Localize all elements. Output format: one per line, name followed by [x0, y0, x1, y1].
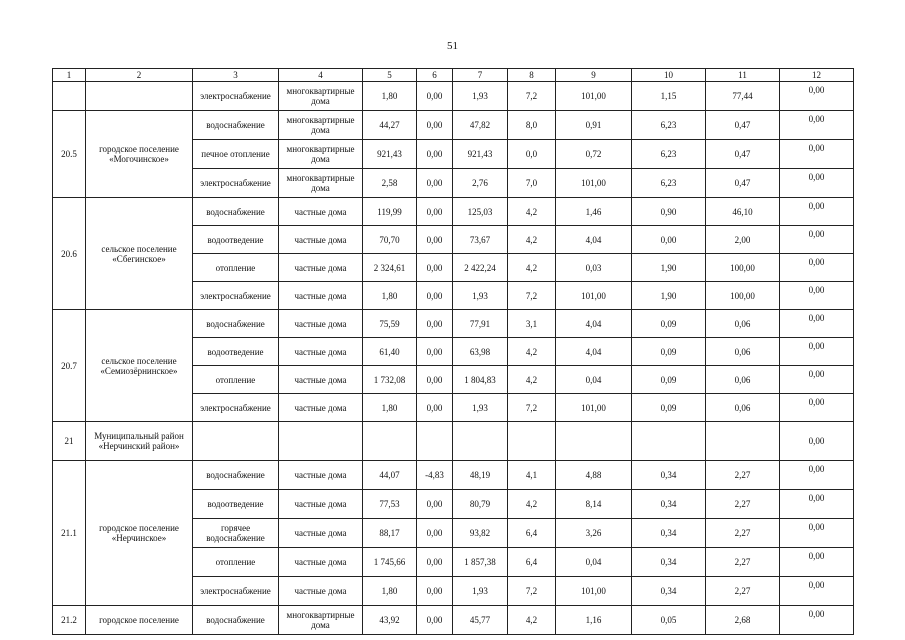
header-cell: 7 — [453, 69, 508, 82]
value-cell: 0,00 — [417, 140, 453, 169]
value-cell: 2,27 — [706, 490, 780, 519]
utility-type: водоотведение — [193, 226, 279, 254]
utility-type — [193, 422, 279, 461]
utility-type: электроснабжение — [193, 82, 279, 111]
table-row — [53, 111, 854, 140]
table-row — [53, 310, 854, 338]
utility-type: печное отопление — [193, 140, 279, 169]
value-cell: 0,00 — [417, 254, 453, 282]
tariff-table — [52, 68, 854, 635]
housing-type: частные дома — [279, 490, 363, 519]
value-cell: 77,53 — [363, 490, 417, 519]
header-cell: 11 — [706, 69, 780, 82]
housing-type — [279, 422, 363, 461]
table-row — [53, 82, 854, 111]
value-cell: 0,0 — [508, 140, 556, 169]
value-cell: 4,2 — [508, 198, 556, 226]
value-cell: 1,93 — [453, 282, 508, 310]
utility-type: водоснабжение — [193, 111, 279, 140]
value-cell — [417, 422, 453, 461]
value-cell — [706, 422, 780, 461]
value-cell: 0,00 — [780, 519, 854, 548]
value-cell: 0,00 — [417, 366, 453, 394]
value-cell: 0,00 — [780, 310, 854, 338]
value-cell: 4,2 — [508, 254, 556, 282]
value-cell: 0,06 — [706, 394, 780, 422]
value-cell: 7,2 — [508, 394, 556, 422]
housing-type: частные дома — [279, 338, 363, 366]
value-cell: 0,00 — [417, 577, 453, 606]
value-cell: 0,06 — [706, 338, 780, 366]
value-cell: 119,99 — [363, 198, 417, 226]
value-cell: 0,34 — [632, 461, 706, 490]
value-cell: 0,34 — [632, 490, 706, 519]
value-cell: 8,0 — [508, 111, 556, 140]
value-cell: 0,00 — [417, 198, 453, 226]
value-cell: 101,00 — [556, 282, 632, 310]
value-cell: 0,00 — [417, 111, 453, 140]
value-cell: 0,00 — [780, 111, 854, 140]
housing-type: частные дома — [279, 461, 363, 490]
value-cell: 1,80 — [363, 577, 417, 606]
value-cell: 0,00 — [780, 140, 854, 169]
value-cell: 0,00 — [417, 282, 453, 310]
header-cell: 10 — [632, 69, 706, 82]
value-cell: 48,19 — [453, 461, 508, 490]
table-row — [53, 422, 854, 461]
value-cell: 0,09 — [632, 310, 706, 338]
settlement-name — [86, 82, 193, 111]
value-cell: 44,07 — [363, 461, 417, 490]
housing-type: многоквартирные дома — [279, 82, 363, 111]
housing-type: частные дома — [279, 519, 363, 548]
value-cell — [453, 422, 508, 461]
value-cell: 0,00 — [417, 82, 453, 111]
page-number: 51 — [447, 40, 458, 52]
value-cell: 101,00 — [556, 577, 632, 606]
utility-type: горячее водоснабжение — [193, 519, 279, 548]
utility-type: водоснабжение — [193, 198, 279, 226]
header-cell: 9 — [556, 69, 632, 82]
settlement-name: городское поселение — [86, 606, 193, 635]
value-cell: 4,2 — [508, 366, 556, 394]
value-cell: 0,00 — [780, 338, 854, 366]
housing-type: частные дома — [279, 226, 363, 254]
value-cell: 1,90 — [632, 282, 706, 310]
value-cell: 0,00 — [780, 366, 854, 394]
value-cell: 61,40 — [363, 338, 417, 366]
value-cell: -4,83 — [417, 461, 453, 490]
value-cell: 1,93 — [453, 394, 508, 422]
value-cell: 0,00 — [417, 169, 453, 198]
value-cell: 0,00 — [780, 226, 854, 254]
value-cell: 1,46 — [556, 198, 632, 226]
row-number: 20.6 — [53, 198, 86, 310]
value-cell: 0,47 — [706, 111, 780, 140]
header-cell: 1 — [53, 69, 86, 82]
housing-type: частные дома — [279, 282, 363, 310]
value-cell: 0,90 — [632, 198, 706, 226]
value-cell: 2,27 — [706, 548, 780, 577]
value-cell: 1,80 — [363, 82, 417, 111]
value-cell: 0,00 — [417, 394, 453, 422]
value-cell: 0,00 — [417, 490, 453, 519]
value-cell: 2,76 — [453, 169, 508, 198]
value-cell: 4,04 — [556, 226, 632, 254]
housing-type: частные дома — [279, 254, 363, 282]
value-cell: 6,23 — [632, 169, 706, 198]
value-cell: 0,47 — [706, 169, 780, 198]
value-cell: 93,82 — [453, 519, 508, 548]
value-cell: 100,00 — [706, 282, 780, 310]
value-cell: 77,91 — [453, 310, 508, 338]
value-cell: 1 804,83 — [453, 366, 508, 394]
row-number — [53, 82, 86, 111]
value-cell: 1,93 — [453, 82, 508, 111]
value-cell: 0,09 — [632, 394, 706, 422]
table-row — [53, 198, 854, 226]
value-cell: 0,00 — [780, 169, 854, 198]
housing-type: многоквартирные дома — [279, 169, 363, 198]
value-cell: 0,72 — [556, 140, 632, 169]
value-cell: 2,27 — [706, 519, 780, 548]
value-cell: 2 422,24 — [453, 254, 508, 282]
value-cell: 0,34 — [632, 577, 706, 606]
value-cell: 0,05 — [632, 606, 706, 635]
header-cell: 2 — [86, 69, 193, 82]
value-cell: 4,04 — [556, 338, 632, 366]
value-cell: 2,27 — [706, 461, 780, 490]
settlement-name: городское поселение «Нерчинское» — [86, 461, 193, 606]
value-cell: 2,00 — [706, 226, 780, 254]
utility-type: электроснабжение — [193, 282, 279, 310]
value-cell: 1,80 — [363, 282, 417, 310]
header-cell: 5 — [363, 69, 417, 82]
row-number: 20.5 — [53, 111, 86, 198]
settlement-name: сельское поселение «Семиозёрнинское» — [86, 310, 193, 422]
value-cell: 6,4 — [508, 519, 556, 548]
value-cell: 0,00 — [780, 490, 854, 519]
value-cell: 8,14 — [556, 490, 632, 519]
value-cell: 80,79 — [453, 490, 508, 519]
value-cell: 6,23 — [632, 111, 706, 140]
value-cell: 4,2 — [508, 226, 556, 254]
value-cell: 0,00 — [780, 254, 854, 282]
value-cell: 43,92 — [363, 606, 417, 635]
value-cell: 1,90 — [632, 254, 706, 282]
housing-type: частные дома — [279, 548, 363, 577]
value-cell: 0,00 — [417, 338, 453, 366]
header-cell: 12 — [780, 69, 854, 82]
utility-type: отопление — [193, 366, 279, 394]
value-cell: 1,93 — [453, 577, 508, 606]
table-row — [53, 606, 854, 635]
housing-type: частные дома — [279, 394, 363, 422]
value-cell: 7,2 — [508, 577, 556, 606]
housing-type: многоквартирные дома — [279, 111, 363, 140]
value-cell: 0,00 — [417, 226, 453, 254]
utility-type: водоснабжение — [193, 606, 279, 635]
row-number: 21.1 — [53, 461, 86, 606]
housing-type: частные дома — [279, 310, 363, 338]
housing-type: частные дома — [279, 366, 363, 394]
value-cell: 0,00 — [780, 606, 854, 635]
value-cell: 4,2 — [508, 606, 556, 635]
value-cell: 0,91 — [556, 111, 632, 140]
header-cell: 6 — [417, 69, 453, 82]
value-cell: 0,00 — [632, 226, 706, 254]
value-cell: 0,00 — [780, 577, 854, 606]
value-cell: 1 857,38 — [453, 548, 508, 577]
value-cell: 101,00 — [556, 394, 632, 422]
housing-type: многоквартирные дома — [279, 606, 363, 635]
value-cell: 0,00 — [780, 394, 854, 422]
value-cell — [556, 422, 632, 461]
value-cell: 0,06 — [706, 366, 780, 394]
value-cell: 0,09 — [632, 338, 706, 366]
value-cell: 2,58 — [363, 169, 417, 198]
value-cell: 1 732,08 — [363, 366, 417, 394]
settlement-name: Муниципальный район «Нерчинский район» — [86, 422, 193, 461]
value-cell: 0,00 — [417, 548, 453, 577]
value-cell: 0,04 — [556, 548, 632, 577]
value-cell — [632, 422, 706, 461]
value-cell: 1,15 — [632, 82, 706, 111]
value-cell: 0,47 — [706, 140, 780, 169]
settlement-name: сельское поселение «Сбегинское» — [86, 198, 193, 310]
value-cell: 2,68 — [706, 606, 780, 635]
value-cell — [508, 422, 556, 461]
value-cell: 6,23 — [632, 140, 706, 169]
value-cell: 921,43 — [363, 140, 417, 169]
value-cell: 46,10 — [706, 198, 780, 226]
housing-type: многоквартирные дома — [279, 140, 363, 169]
value-cell: 101,00 — [556, 169, 632, 198]
utility-type: электроснабжение — [193, 394, 279, 422]
value-cell — [363, 422, 417, 461]
value-cell: 88,17 — [363, 519, 417, 548]
value-cell: 0,09 — [632, 366, 706, 394]
value-cell: 7,2 — [508, 282, 556, 310]
value-cell: 3,1 — [508, 310, 556, 338]
value-cell: 4,2 — [508, 490, 556, 519]
value-cell: 7,0 — [508, 169, 556, 198]
utility-type: электроснабжение — [193, 169, 279, 198]
value-cell: 0,00 — [780, 282, 854, 310]
value-cell: 4,88 — [556, 461, 632, 490]
value-cell: 0,34 — [632, 519, 706, 548]
value-cell: 1,80 — [363, 394, 417, 422]
value-cell: 0,00 — [780, 461, 854, 490]
header-cell: 8 — [508, 69, 556, 82]
value-cell: 4,1 — [508, 461, 556, 490]
value-cell: 2 324,61 — [363, 254, 417, 282]
utility-type: отопление — [193, 254, 279, 282]
value-cell: 44,27 — [363, 111, 417, 140]
header-cell: 3 — [193, 69, 279, 82]
utility-type: электроснабжение — [193, 577, 279, 606]
value-cell: 75,59 — [363, 310, 417, 338]
value-cell: 7,2 — [508, 82, 556, 111]
utility-type: водоотведение — [193, 338, 279, 366]
value-cell: 2,27 — [706, 577, 780, 606]
value-cell: 0,03 — [556, 254, 632, 282]
row-number: 21 — [53, 422, 86, 461]
value-cell: 100,00 — [706, 254, 780, 282]
value-cell: 0,06 — [706, 310, 780, 338]
value-cell: 47,82 — [453, 111, 508, 140]
value-cell: 4,2 — [508, 338, 556, 366]
value-cell: 101,00 — [556, 82, 632, 111]
value-cell: 63,98 — [453, 338, 508, 366]
value-cell: 70,70 — [363, 226, 417, 254]
utility-type: водоснабжение — [193, 461, 279, 490]
row-number: 21.2 — [53, 606, 86, 635]
utility-type: водоотведение — [193, 490, 279, 519]
settlement-name: городское поселение «Могочинское» — [86, 111, 193, 198]
value-cell: 77,44 — [706, 82, 780, 111]
utility-type: отопление — [193, 548, 279, 577]
value-cell: 3,26 — [556, 519, 632, 548]
value-cell: 0,00 — [780, 422, 854, 461]
header-cell: 4 — [279, 69, 363, 82]
value-cell: 0,00 — [780, 198, 854, 226]
housing-type: частные дома — [279, 577, 363, 606]
value-cell: 0,34 — [632, 548, 706, 577]
value-cell: 0,00 — [417, 310, 453, 338]
value-cell: 125,03 — [453, 198, 508, 226]
value-cell: 6,4 — [508, 548, 556, 577]
value-cell: 0,04 — [556, 366, 632, 394]
value-cell: 4,04 — [556, 310, 632, 338]
housing-type: частные дома — [279, 198, 363, 226]
value-cell: 1 745,66 — [363, 548, 417, 577]
value-cell: 1,16 — [556, 606, 632, 635]
value-cell: 0,00 — [780, 548, 854, 577]
table-row — [53, 461, 854, 490]
value-cell: 921,43 — [453, 140, 508, 169]
utility-type: водоснабжение — [193, 310, 279, 338]
row-number: 20.7 — [53, 310, 86, 422]
value-cell: 0,00 — [780, 82, 854, 111]
value-cell: 45,77 — [453, 606, 508, 635]
value-cell: 0,00 — [417, 606, 453, 635]
header-row — [53, 69, 854, 82]
value-cell: 73,67 — [453, 226, 508, 254]
value-cell: 0,00 — [417, 519, 453, 548]
